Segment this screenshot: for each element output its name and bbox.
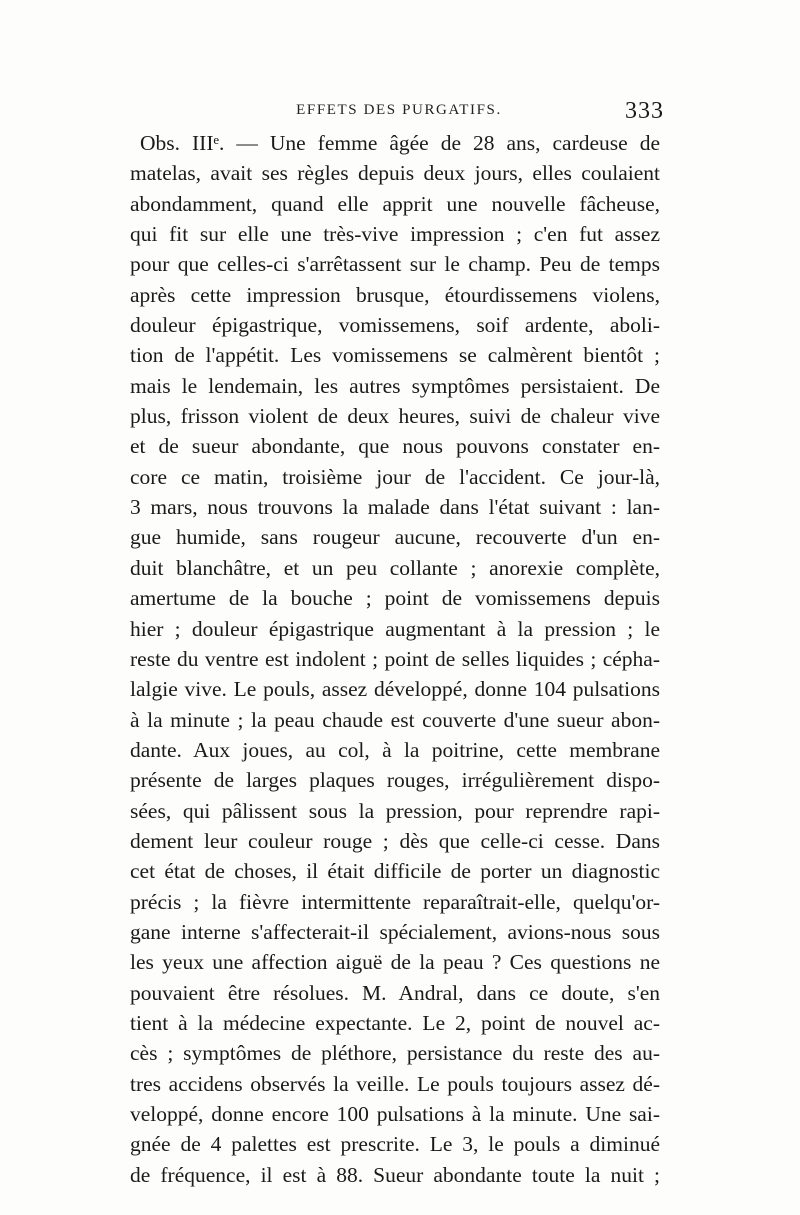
text-line: cès ; symptômes de pléthore, persistance du reste des au- (130, 1041, 660, 1066)
text-line: core ce matin, troisième jour de l'accident. Ce jour-là, (130, 464, 660, 489)
running-head (138, 98, 664, 128)
text-line: abondamment, quand elle apprit une nouvelle fâcheuse, (130, 191, 660, 216)
text-line: reste du ventre est indolent ; point de selles liquides ; cépha- (130, 646, 660, 671)
text-line: tres accidens observés la veille. Le pouls toujours assez dé- (130, 1071, 660, 1096)
text-line: gane interne s'affecterait-il spécialement, avions-nous sous (130, 919, 660, 944)
text-line: tion de l'appétit. Les vomissemens se calmèrent bientôt ; (130, 343, 660, 368)
text-line: gnée de 4 palettes est prescrite. Le 3, le pouls a diminué (130, 1132, 660, 1157)
text-line: pour que celles-ci s'arrêtassent sur le champ. Peu de temps (130, 252, 660, 277)
text-line: amertume de la bouche ; point de vomissemens depuis (130, 586, 660, 611)
text-line: présente de larges plaques rouges, irrégulièrement dispo- (130, 768, 660, 793)
text-line: 3 mars, nous trouvons la malade dans l'état suivant : lan- (130, 495, 660, 520)
text-line: lalgie vive. Le pouls, assez développé, donne 104 pulsations (130, 677, 660, 702)
text-line: veloppé, donne encore 100 pulsations à la minute. Une sai- (130, 1102, 660, 1126)
text-line: cet état de choses, il était difficile de porter un diagnostic (130, 859, 660, 884)
text-line: et de sueur abondante, que nous pouvons constater en- (130, 434, 660, 459)
text-line: qui fit sur elle une très-vive impression ; c'en fut assez (130, 222, 660, 247)
text-line: douleur épigastrique, vomissemens, soif ardente, aboli- (130, 313, 660, 338)
text-line: précis ; la fièvre intermittente reparaîtrait-elle, quelqu'or- (130, 889, 660, 914)
text-line: à la minute ; la peau chaude est couverte d'une sueur abon- (130, 707, 660, 732)
text-line: Obs. IIIᵉ. — Une femme âgée de 28 ans, cardeuse de (140, 131, 660, 155)
text-line: après cette impression brusque, étourdissemens violens, (130, 282, 660, 307)
running-title: EFFETS DES PURGATIFS. (296, 102, 502, 118)
text-line: dante. Aux joues, au col, à la poitrine, cette membrane (130, 737, 660, 762)
text-line: mais le lendemain, les autres symptômes persistaient. De (130, 373, 660, 398)
body-text (130, 128, 660, 1190)
text-line: de fréquence, il est à 88. Sueur abondante toute la nuit ; (130, 1162, 660, 1187)
text-line: plus, frisson violent de deux heures, suivi de chaleur vive (130, 404, 660, 429)
text-line: pouvaient être résolues. M. Andral, dans ce doute, s'en (130, 980, 660, 1005)
text-line: duit blanchâtre, et un peu collante ; anorexie complète, (130, 555, 660, 580)
text-line: tient à la médecine expectante. Le 2, point de nouvel ac- (130, 1010, 660, 1035)
text-line: les yeux une affection aiguë de la peau ? Ces questions ne (130, 950, 660, 975)
text-line: matelas, avait ses règles depuis deux jours, elles coulaient (130, 161, 660, 186)
page-number: 333 (625, 98, 664, 124)
text-line: dement leur couleur rouge ; dès que celle-ci cesse. Dans (130, 828, 660, 853)
text-line: sées, qui pâlissent sous la pression, pour reprendre rapi- (130, 798, 660, 823)
text-line: gue humide, sans rougeur aucune, recouverte d'un en- (130, 525, 660, 550)
text-line: hier ; douleur épigastrique augmentant à la pression ; le (130, 616, 660, 641)
